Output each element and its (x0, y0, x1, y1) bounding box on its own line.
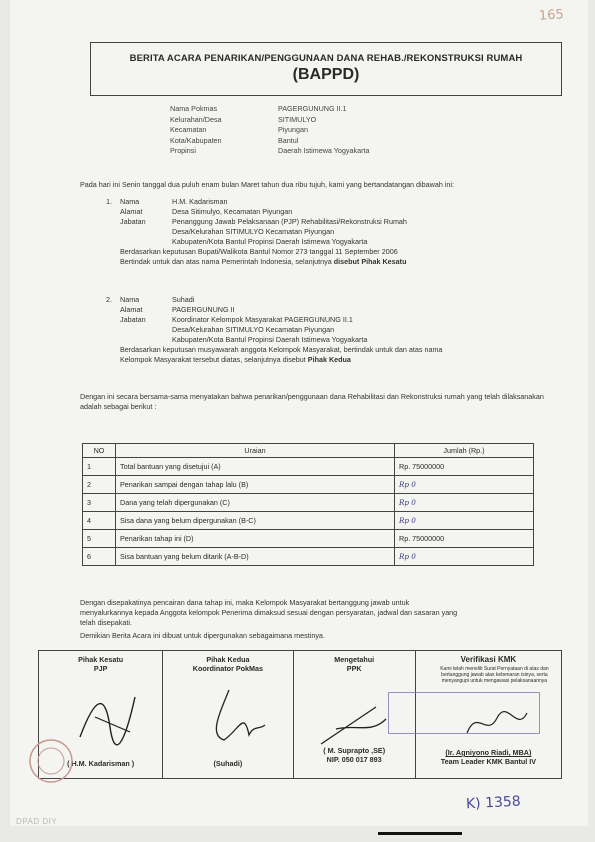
document-page (10, 0, 588, 826)
row-amount: Rp 0 (395, 548, 534, 566)
party-basis: Berdasarkan keputusan musyawarah anggota Kelompok Masyarakat, bertindak untuk dan atas nama (120, 345, 443, 354)
field-label: Jabatan (120, 217, 146, 226)
row-amount: Rp 0 (395, 512, 534, 530)
row-amount: Rp 0 (395, 494, 534, 512)
party-name: H.M. Kadarisman (172, 197, 228, 206)
intro-paragraph: Pada hari ini Senin tanggal dua puluh enam bulan Maret tahun dua ribu tujuh, kami yang bertandatangan dibawah ini: (80, 180, 455, 189)
info-value: Daerah Istimewa Yogyakarta (278, 146, 370, 155)
row-description: Sisa bantuan yang belum ditarik (A-B-D) (116, 548, 395, 566)
field-label: Alamat (120, 207, 143, 216)
watermark: DPAD DIY (16, 817, 58, 826)
signature-image (316, 699, 396, 749)
info-label: Kecamatan (170, 125, 207, 134)
info-row (170, 115, 370, 126)
table-row (83, 476, 534, 494)
row-description: Total bantuan yang disetujui (A) (116, 458, 395, 476)
signatory-block (294, 746, 415, 764)
party-two (106, 295, 566, 365)
signature-subtitle: Koordinator PokMas (192, 664, 264, 673)
signatory-name: (Ir. Agniyono Riadi, MBA) (445, 748, 532, 757)
title-line-1: BERITA ACARA PENARIKAN/PENGGUNAAN DANA REHAB./REKONSTRUKSI RUMAH (129, 53, 523, 64)
party-designation: disebut Pihak Kesatu (333, 257, 407, 266)
row-number: 1 (83, 458, 116, 476)
title-box (90, 42, 562, 96)
party-name: Suhadi (172, 295, 195, 304)
signatory-name: ( M. Suprapto ,SE) (323, 746, 386, 755)
table-row (83, 458, 534, 476)
row-number: 4 (83, 512, 116, 530)
party-position: Desa/Kelurahan SITIMULYO Kecamatan Piyungan (172, 325, 335, 334)
official-seal-icon (28, 738, 74, 784)
row-description: Dana yang telah dipergunakan (C) (116, 494, 395, 512)
row-description: Penarikan sampai dengan tahap lalu (B) (116, 476, 395, 494)
signature-title: Verifikasi KMK (460, 655, 517, 664)
info-row (170, 104, 370, 115)
row-amount: Rp. 75000000 (395, 458, 534, 476)
table-header-row (83, 444, 534, 458)
signature-subtitle: Kami telah meneliti Surat Pernyataan di atas dan bertanggung jawab atas kebenaran isinya, serta menyangupi untuk mengawasi pelaksanaannya (440, 666, 549, 684)
info-value: SITIMULYO (278, 114, 317, 124)
party-position: Penanggung Jawab Pelaksanaan (PJP) Rehabilitasi/Rekonstruksi Rumah (172, 217, 407, 226)
party-position: Koordinator Kelompok Masyarakat PAGERGUNUNG II.1 (172, 315, 353, 324)
row-description: Sisa dana yang belum dipergunakan (B-C) (116, 512, 395, 530)
title-line-2: (BAPPD) (292, 66, 360, 83)
signatory-name: (Suhadi) (213, 759, 243, 768)
row-amount: Rp. 75000000 (395, 530, 534, 548)
signatory-block (416, 748, 561, 766)
signature-title: Pihak Kesatu (78, 655, 124, 664)
closing-line: telah disepakati. (80, 618, 132, 627)
signature-party-two (163, 651, 293, 778)
party-position: Kabupaten/Kota Bantul Propinsi Daerah Istimewa Yogyakarta (172, 237, 368, 246)
closing-line: Demikian Berita Acara ini dibuat untuk dipergunakan sebagaimana mestinya. (80, 631, 325, 640)
bottom-bar (378, 832, 462, 835)
field-label: Nama (120, 197, 140, 206)
row-amount: Rp 0 (395, 476, 534, 494)
page-number: 165 (538, 7, 565, 24)
table-row (83, 494, 534, 512)
fund-table (82, 443, 534, 566)
info-row (170, 146, 370, 157)
info-label: Kelurahan/Desa (170, 114, 222, 124)
info-label: Kota/Kabupaten (170, 135, 222, 145)
party-on-behalf: Kelompok Masyarakat tersebut diatas, selanjutnya disebut (120, 355, 308, 364)
party-position: Desa/Kelurahan SITIMULYO Kecamatan Piyungan (172, 227, 335, 236)
table-row (83, 548, 534, 566)
party-position: Kabupaten/Kota Bantul Propinsi Daerah Istimewa Yogyakarta (172, 335, 368, 344)
field-label: Alamat (120, 305, 143, 314)
party-number: 1. (106, 197, 112, 206)
signature-title: Pihak Kedua (206, 655, 250, 664)
info-value: Piyungan (278, 125, 308, 134)
signature-image (75, 687, 145, 747)
signatory-role: Team Leader KMK Bantul IV (440, 757, 537, 766)
info-value: PAGERGUNUNG II.1 (278, 104, 347, 113)
row-number: 2 (83, 476, 116, 494)
party-address: PAGERGUNUNG II (172, 305, 235, 314)
row-number: 3 (83, 494, 116, 512)
handwritten-code: K) 1358 (465, 793, 522, 813)
info-row (170, 125, 370, 136)
signatory-name: ( H.M. Kadarisman ) (67, 759, 135, 768)
closing-line: Dengan disepakatinya pencairan dana tahap ini, maka Kelompok Masyarakat bertanggung jawab untuk (80, 598, 410, 607)
party-designation: Pihak Kedua (307, 355, 351, 364)
row-number: 6 (83, 548, 116, 566)
signature-image (199, 685, 269, 745)
party-basis: Berdasarkan keputusan Bupati/Walikota Bantul Nomor 273 tanggal 11 September 2006 (120, 247, 398, 256)
table-row (83, 512, 534, 530)
signature-subtitle: PJP (93, 664, 108, 673)
closing-paragraph (80, 598, 560, 641)
info-value: Bantul (278, 135, 299, 145)
signatory-nip: NIP. 050 017 893 (326, 755, 382, 764)
col-header-no: NO (83, 444, 116, 458)
party-one (106, 197, 566, 267)
col-header-amount: Jumlah (Rp.) (395, 444, 534, 458)
signature-title: Mengetahui (334, 655, 375, 664)
info-row (170, 136, 370, 147)
verification-stamp (388, 692, 540, 734)
signature-subtitle: PPK (346, 664, 362, 673)
row-number: 5 (83, 530, 116, 548)
party-on-behalf: Bertindak untuk dan atas nama Pemerintah Indonesia, selanjutnya (120, 257, 334, 266)
table-row (83, 530, 534, 548)
closing-line: menyalurkannya kepada Anggota kelompok Penerima dimaksud sesuai dengan persyaratan, jadwal dan sasaran yang (80, 608, 458, 617)
party-address: Desa Sitimulyo, Kecamatan Piyungan (172, 207, 293, 216)
info-label: Nama Pokmas (170, 104, 218, 113)
field-label: Nama (120, 295, 140, 304)
field-label: Jabatan (120, 315, 146, 324)
statement-paragraph: Dengan ini secara bersama-sama menyatakan bahwa penarikan/penggunaan dana Rehabilitasi dan Rekonstruksi rumah yang telah dilaksanakan adalah sebagai berikut : (80, 392, 544, 411)
col-header-description: Uraian (116, 444, 395, 458)
row-description: Penarikan tahap ini (D) (116, 530, 395, 548)
party-number: 2. (106, 295, 112, 304)
pokmas-info (170, 104, 370, 157)
info-label: Propinsi (170, 146, 196, 155)
